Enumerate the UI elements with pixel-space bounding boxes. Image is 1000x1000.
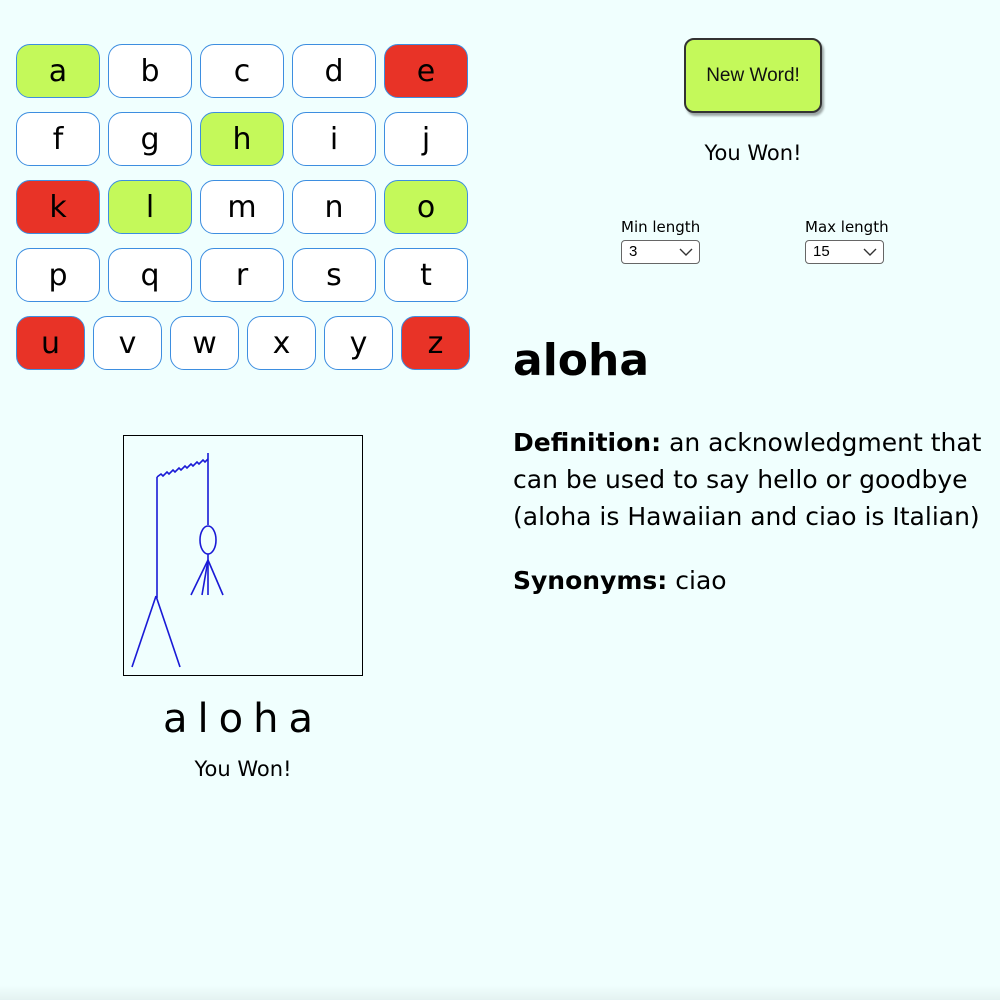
letter-key-h[interactable]: h (200, 112, 284, 166)
letter-key-u[interactable]: u (16, 316, 85, 370)
letter-key-t[interactable]: t (384, 248, 468, 302)
letter-key-n[interactable]: n (292, 180, 376, 234)
keyboard-row (16, 180, 476, 234)
bottom-edge-shadow (0, 985, 1000, 1000)
guessed-word: aloha (163, 696, 323, 742)
letter-key-o[interactable]: o (384, 180, 468, 234)
letter-key-f[interactable]: f (16, 112, 100, 166)
chevron-down-icon (679, 246, 693, 258)
status-message: You Won! (704, 141, 802, 165)
synonyms-block (513, 562, 993, 599)
synonyms-label: Synonyms: (513, 566, 668, 595)
letter-key-i[interactable]: i (292, 112, 376, 166)
keyboard-row (16, 112, 476, 166)
keyboard-row (16, 44, 476, 98)
max-length-control (805, 218, 889, 264)
letter-key-s[interactable]: s (292, 248, 376, 302)
letter-key-k[interactable]: k (16, 180, 100, 234)
min-length-select[interactable] (621, 240, 700, 264)
synonyms-text: ciao (675, 566, 727, 595)
letter-key-a[interactable]: a (16, 44, 100, 98)
hangman-right-leg (208, 560, 223, 595)
gallows-base-right (156, 596, 180, 667)
max-length-value: 15 (813, 243, 830, 260)
letter-key-g[interactable]: g (108, 112, 192, 166)
definition-block (513, 424, 993, 535)
letter-key-v[interactable]: v (93, 316, 162, 370)
letter-key-b[interactable]: b (108, 44, 192, 98)
letter-key-q[interactable]: q (108, 248, 192, 302)
max-length-label: Max length (805, 218, 889, 236)
letter-key-j[interactable]: j (384, 112, 468, 166)
hangman-head (200, 526, 216, 554)
max-length-select[interactable] (805, 240, 884, 264)
game-status: You Won! (194, 757, 292, 781)
new-word-button[interactable]: New Word! (684, 38, 822, 113)
keyboard-row (16, 248, 476, 302)
definition-text: an acknowledgment that can be used to say hello or goodbye (aloha is Hawaiian and ciao is Italian) (513, 428, 982, 531)
chevron-down-icon (863, 246, 877, 258)
min-length-value: 3 (629, 243, 638, 260)
letter-key-p[interactable]: p (16, 248, 100, 302)
letter-key-e[interactable]: e (384, 44, 468, 98)
letter-key-r[interactable]: r (200, 248, 284, 302)
keyboard-row (16, 316, 478, 370)
hangman-figure (124, 436, 364, 677)
min-length-label: Min length (621, 218, 701, 236)
letter-key-w[interactable]: w (170, 316, 239, 370)
letter-key-z[interactable]: z (401, 316, 470, 370)
gallows-beam (157, 459, 208, 477)
definition-word: aloha (513, 335, 650, 386)
gallows-base-left (132, 596, 156, 667)
letter-key-d[interactable]: d (292, 44, 376, 98)
letter-key-m[interactable]: m (200, 180, 284, 234)
letter-key-y[interactable]: y (324, 316, 393, 370)
letter-key-l[interactable]: l (108, 180, 192, 234)
letter-key-c[interactable]: c (200, 44, 284, 98)
min-length-control (621, 218, 700, 264)
definition-label: Definition: (513, 428, 662, 457)
letter-key-x[interactable]: x (247, 316, 316, 370)
hangman-drawing (123, 435, 363, 676)
